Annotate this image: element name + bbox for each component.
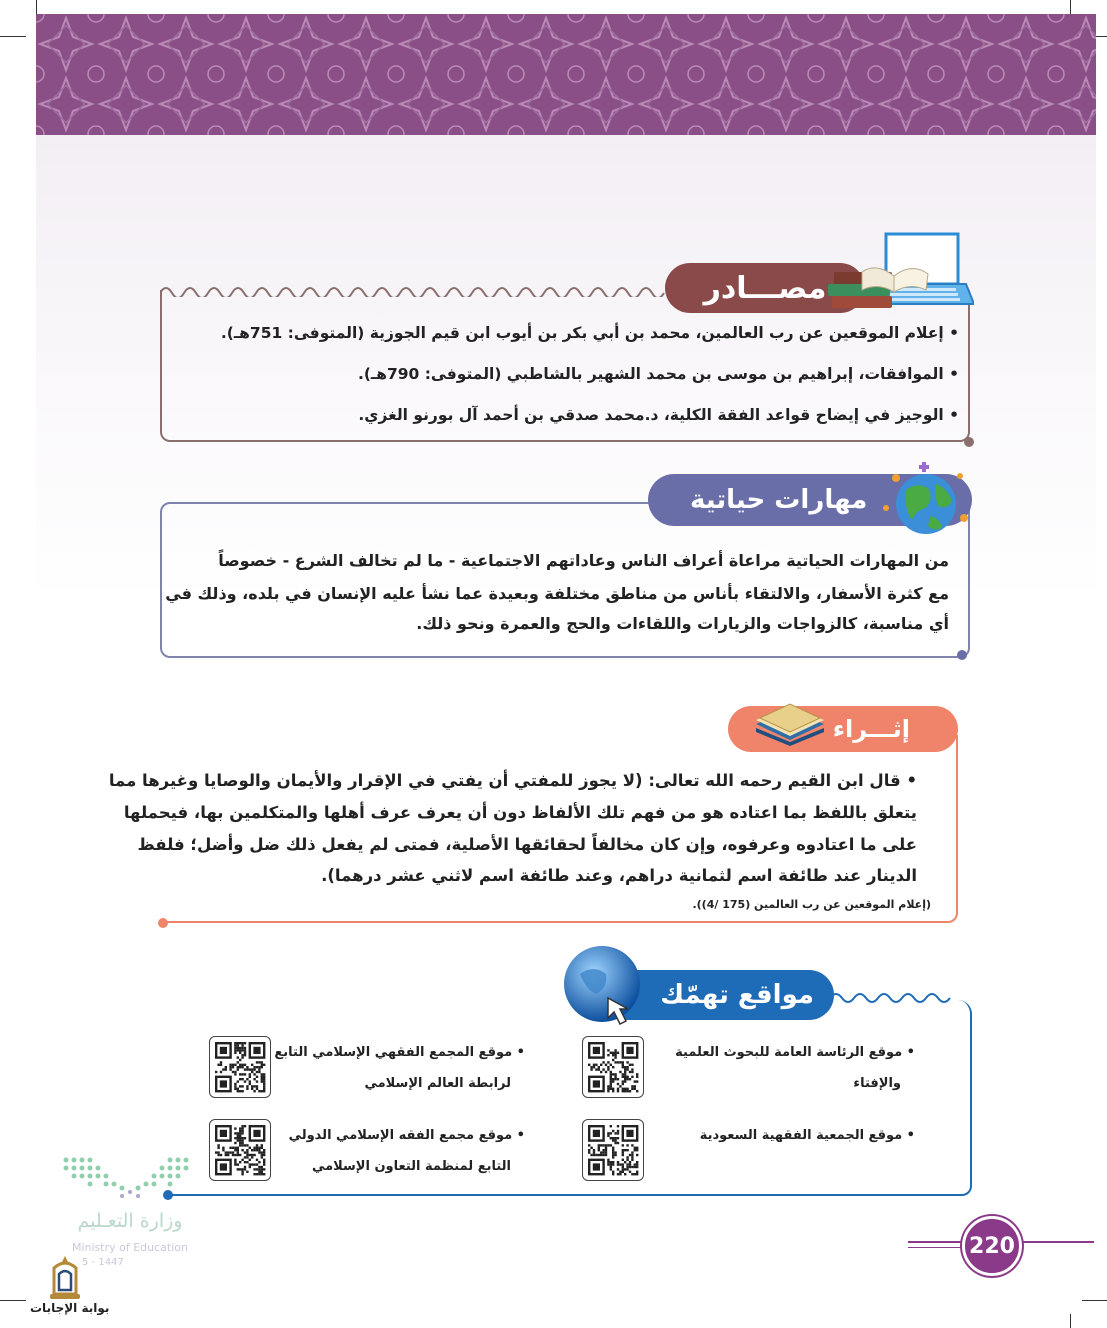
book-icon	[752, 694, 828, 752]
website-item-4[interactable]	[265, 1120, 525, 1182]
header-banner	[36, 14, 1096, 135]
website-item-line: لرابطة العالم الإسلامي	[364, 1076, 511, 1091]
laptop-books-icon	[828, 232, 974, 312]
source-item: • الموافقات، إبراهيم بن موسى بن محمد الشهير بالشاطبي (المتوفى: 790هـ).	[357, 365, 959, 383]
life-skills-line: مع كثرة الأسفار، والالتقاء بأناس من مناطق مختلفة وبعيدة عما نشأ عليه الإنسان في بلده، وذلك في	[165, 584, 949, 603]
life-skills-corner-dot	[957, 650, 967, 660]
qr-code-icon[interactable]	[582, 1119, 644, 1181]
qr-code-icon[interactable]	[582, 1036, 644, 1098]
life-skills-line: أي مناسبة، كالزواجات والزيارات واللقاءات والحج والعمرة ونحو ذلك.	[416, 614, 949, 633]
life-skills-title: مهارات حياتية	[690, 485, 868, 515]
page-number-badge	[962, 1216, 1022, 1276]
website-item-line: التابع لمنظمة التعاون الإسلامي	[311, 1159, 511, 1174]
ministry-name-en: Ministry of Education	[71, 1241, 188, 1254]
website-item-line: والإفتاء	[853, 1076, 901, 1091]
website-item-line: • موقع المجمع الفقهي الإسلامي التابع	[274, 1045, 525, 1060]
sources-wavy-border	[160, 281, 670, 297]
globe-cursor-icon	[560, 944, 650, 1028]
crop-mark	[1070, 0, 1071, 14]
enrichment-citation: (إعلام الموقعين عن رب العالمين (175 /4)).	[692, 898, 931, 911]
crop-mark	[1082, 1300, 1107, 1301]
enrichment-corner-dot	[158, 918, 168, 928]
crop-mark	[1070, 1314, 1071, 1328]
source-item: • الوجيز في إيضاح قواعد الفقة الكلية، د.محمد صدقي بن أحمد آل بورنو الغزي.	[358, 406, 959, 424]
crop-mark	[36, 0, 37, 14]
ministry-name-ar: وزارة التعـليم	[77, 1210, 183, 1232]
page-number: 220	[969, 1233, 1015, 1259]
enrichment-line: • قال ابن القيم رحمه الله تعالى: (لا يجوز للمفتي أن يفتي في الإقرار والأيمان والوصايا وغيرها مما	[108, 771, 917, 790]
enrichment-line: الدينار عند طائفة اسم لثمانية دراهم، وعند طائفة اسم لاثني عشر درهما).	[321, 866, 917, 885]
crop-mark	[0, 36, 26, 37]
websites-title: مواقع تهمّك	[660, 980, 814, 1010]
sources-title: مصـــادر	[703, 270, 827, 306]
enrichment-line: على ما اعتادوه وعرفوه، وإن كان مخالفاً لحقائقها الأصلية، فمتى لم يفعل ذلك ضل وأضل؛ فلفظ	[137, 835, 917, 854]
islamic-pattern	[36, 14, 1096, 135]
website-item-2[interactable]	[265, 1037, 525, 1099]
website-item-3[interactable]	[655, 1120, 915, 1151]
website-item-1[interactable]	[655, 1037, 915, 1099]
watermark-lantern-icon	[44, 1254, 86, 1302]
enrichment-box	[160, 735, 958, 923]
enrichment-line: يتعلق باللفظ بما اعتاده هو من فهم تلك الألفاظ دون أن يعرف عرف أهلها والمتكلمين بها، فيحملها	[123, 803, 917, 822]
globe-icon	[876, 458, 972, 540]
website-item-line: • موقع الرئاسة العامة للبحوث العلمية	[675, 1045, 915, 1060]
source-item: • إعلام الموقعين عن رب العالمين، محمد بن أبي بكر بن أيوب ابن قيم الجوزية (المتوفى: 751هـ).	[220, 324, 959, 342]
enrichment-title: إثـــراء	[832, 715, 910, 743]
qr-code-icon[interactable]	[209, 1119, 271, 1181]
sources-corner-dot	[964, 437, 974, 447]
websites-wavy-border	[830, 990, 958, 1006]
watermark-text: بوابة الإجابات	[30, 1301, 110, 1315]
website-item-line: • موقع الجمعية الفقهية السعودية	[699, 1128, 915, 1143]
qr-code-icon[interactable]	[209, 1036, 271, 1098]
life-skills-line: من المهارات الحياتية مراعاة أعراف الناس وعاداتهم الاجتماعية - ما لم تخالف الشرع - خصوصاً	[218, 551, 949, 570]
ministry-year: 5 - 1447	[82, 1257, 124, 1268]
ministry-logo-icon	[60, 1152, 200, 1202]
crop-mark	[0, 1300, 26, 1301]
website-item-line: • موقع مجمع الفقه الإسلامي الدولي	[288, 1128, 525, 1143]
